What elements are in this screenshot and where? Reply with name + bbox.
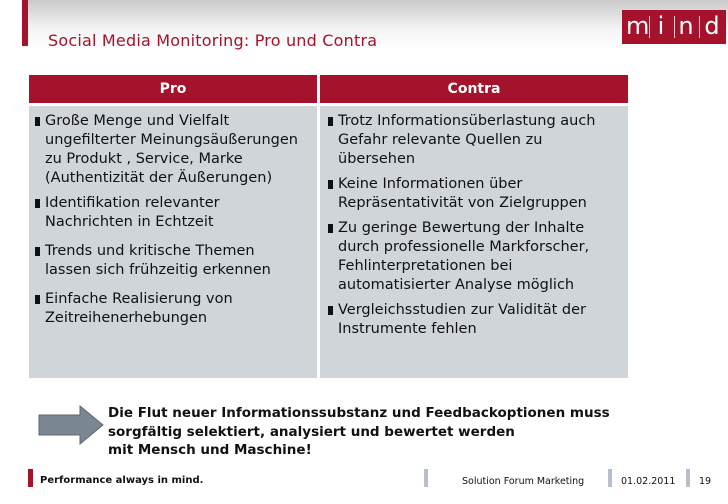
footer-divider — [686, 469, 690, 487]
footer-event: Solution Forum Marketing — [462, 476, 585, 487]
slide-header — [0, 0, 728, 56]
contra-panel — [320, 106, 628, 378]
pro-item-line: Große Menge und Vielfalt — [45, 113, 230, 129]
pro-item-line: zu Produkt , Service, Marke — [45, 151, 243, 167]
pro-item-line: ungefilterter Meinungsäußerungen — [45, 132, 298, 148]
contra-item-line: Trotz Informationsüberlastung auch — [338, 113, 596, 129]
contra-item-line: durch professionelle Markforscher, — [338, 239, 590, 255]
contra-item — [326, 301, 624, 339]
logo-divider — [649, 16, 650, 38]
contra-item-line: Gefahr relevante Quellen zu — [338, 132, 543, 148]
logo-letter-n: n — [678, 12, 694, 40]
mind-logo — [622, 10, 726, 44]
contra-list — [326, 112, 624, 339]
footer-date: 01.02.2011 — [621, 476, 676, 487]
bullet-icon — [328, 180, 333, 189]
logo-letter-i: i — [657, 12, 665, 40]
pro-item — [33, 112, 313, 188]
pro-item — [33, 242, 313, 280]
slide-title: Social Media Monitoring: Pro und Contra — [48, 31, 378, 50]
contra-item-line: Fehlinterpretationen bei — [338, 258, 513, 274]
logo-divider — [699, 16, 700, 38]
pro-item — [33, 194, 313, 232]
page-number: 19 — [699, 476, 712, 487]
contra-item-line: Keine Informationen über — [338, 176, 523, 192]
contra-item-line: Vergleichsstudien zur Validität der — [338, 302, 586, 318]
pro-list — [33, 112, 313, 328]
bullet-icon — [35, 199, 40, 208]
bullet-icon — [35, 247, 40, 256]
bullet-icon — [328, 306, 333, 315]
contra-item — [326, 112, 624, 169]
logo-letter-d: d — [704, 12, 720, 40]
logo-letter-m: m — [626, 12, 650, 40]
arrow-right-icon — [38, 405, 104, 445]
pro-panel — [29, 106, 317, 378]
bullet-icon — [35, 295, 40, 304]
contra-item-line: übersehen — [338, 151, 416, 167]
contra-item-line: Zu geringe Bewertung der Inhalte — [338, 220, 585, 236]
footer-divider — [424, 469, 428, 487]
footer-accent-bar — [28, 469, 33, 487]
bullet-icon — [328, 117, 333, 126]
contra-item-line: Instrumente fehlen — [338, 321, 477, 337]
pro-item-line: Nachrichten in Echtzeit — [45, 214, 214, 230]
footer-tagline: Performance always in mind. — [40, 475, 204, 486]
bullet-icon — [328, 224, 333, 233]
contra-item — [326, 219, 624, 295]
logo-divider — [674, 16, 675, 38]
contra-item — [326, 175, 624, 213]
pro-item-line: Zeitreihenerhebungen — [45, 310, 208, 326]
header-accent-bar — [22, 0, 28, 46]
contra-heading: Contra — [320, 75, 628, 103]
bullet-icon — [35, 117, 40, 126]
pro-item — [33, 290, 313, 328]
footer-divider — [608, 469, 612, 487]
conclusion-text — [108, 404, 628, 460]
pro-item-line: (Authentizität der Äußerungen) — [45, 170, 273, 186]
conclusion-line: mit Mensch und Maschine! — [108, 442, 312, 458]
pro-heading: Pro — [29, 75, 317, 103]
contra-item-line: Repräsentativität von Zielgruppen — [338, 195, 587, 211]
pro-item-line: lassen sich frühzeitig erkennen — [45, 262, 271, 278]
pro-item-line: Einfache Realisierung von — [45, 291, 233, 307]
pro-item-line: Identifikation relevanter — [45, 195, 220, 211]
conclusion-line: Die Flut neuer Informationssubstanz und Feedbackoptionen muss — [108, 405, 610, 421]
contra-item-line: automatisierter Analyse möglich — [338, 277, 575, 293]
conclusion-line: sorgfältig selektiert, analysiert und bewertet werden — [108, 423, 515, 440]
pro-item-line: Trends und kritische Themen — [45, 243, 255, 259]
